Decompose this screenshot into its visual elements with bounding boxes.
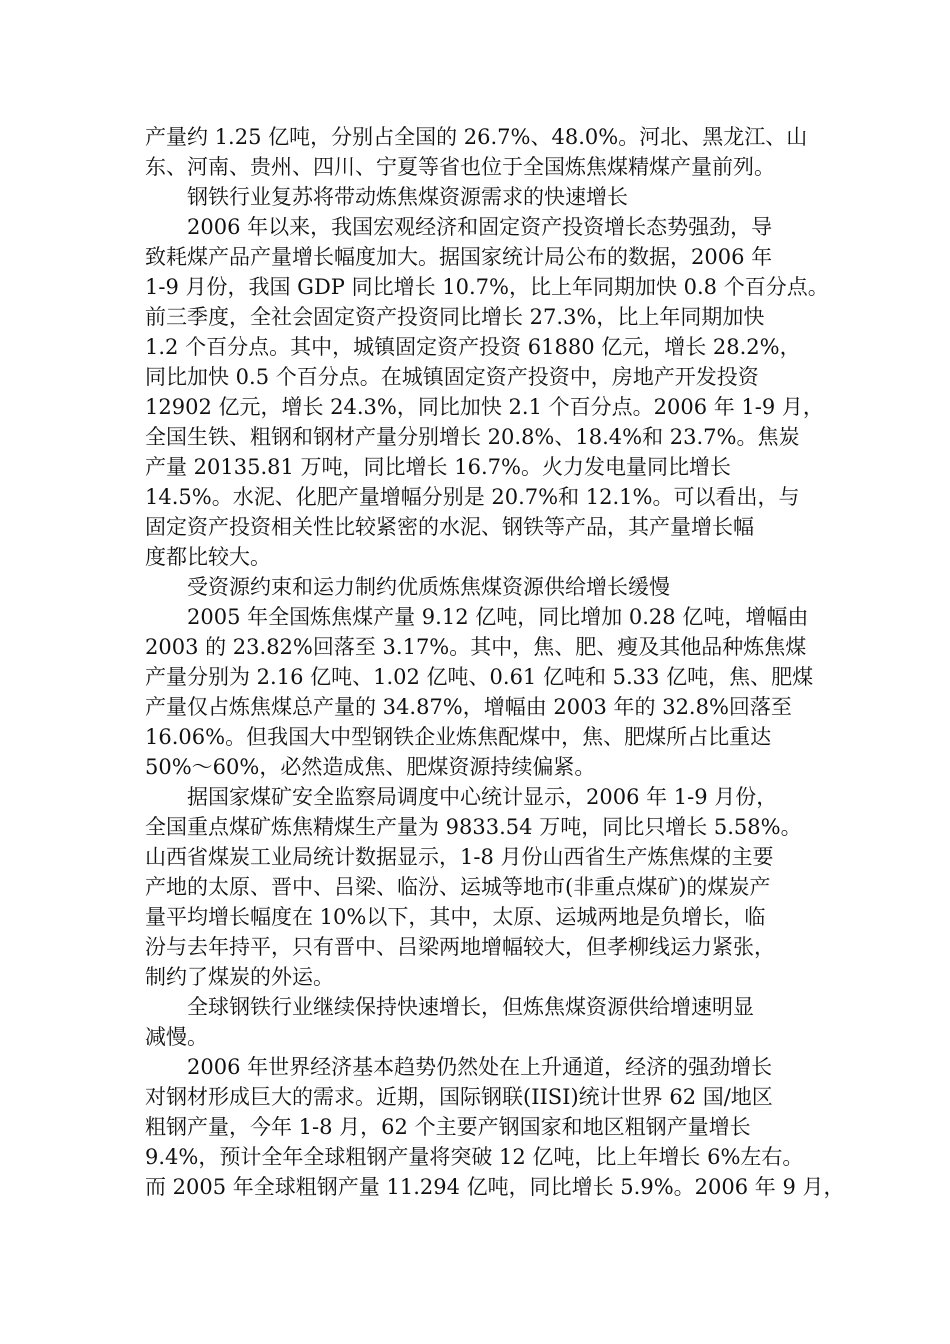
section-heading: 受资源约束和运力制约优质炼焦煤资源供给增长缓慢 (187, 575, 670, 599)
text-line: 产量分别为 2.16 亿吨、1.02 亿吨、0.61 亿吨和 5.33 亿吨，焦、肥煤 (145, 665, 814, 689)
text-line: 2003 的 23.82%回落至 3.17%。其中，焦、肥、瘦及其他品种炼焦煤 (145, 635, 807, 659)
document-body (145, 122, 845, 1202)
section-heading: 全球钢铁行业继续保持快速增长，但炼焦煤资源供给增速明显 (187, 995, 754, 1019)
text-line: 量平均增长幅度在 10%以下，其中，太原、运城两地是负增长，临 (145, 905, 766, 929)
text-line: 东、河南、贵州、四川、宁夏等省也位于全国炼焦煤精煤产量前列。 (145, 155, 775, 179)
text-line: 据国家煤矿安全监察局调度中心统计显示，2006 年 1-9 月份， (187, 785, 778, 809)
text-line: 9.4%，预计全年全球粗钢产量将突破 12 亿吨，比上年增长 6%左右。 (145, 1145, 804, 1169)
text-line: 2006 年世界经济基本趋势仍然处在上升通道，经济的强劲增长 (187, 1055, 773, 1079)
text-line: 粗钢产量，今年 1-8 月，62 个主要产钢国家和地区粗钢产量增长 (145, 1115, 751, 1139)
text-line: 山西省煤炭工业局统计数据显示，1-8 月份山西省生产炼焦煤的主要 (145, 845, 774, 869)
section-heading: 钢铁行业复苏将带动炼焦煤资源需求的快速增长 (187, 185, 628, 209)
text-line: 产地的太原、晋中、吕梁、临汾、运城等地市(非重点煤矿)的煤炭产 (145, 875, 771, 899)
text-line: 固定资产投资相关性比较紧密的水泥、钢铁等产品，其产量增长幅 (145, 515, 754, 539)
text-line: 1-9 月份，我国 GDP 同比增长 10.7%，比上年同期加快 0.8 个百分点。 (145, 275, 829, 299)
text-line: 产量仅占炼焦煤总产量的 34.87%，增幅由 2003 年的 32.8%回落至 (145, 695, 792, 719)
text-line: 制约了煤炭的外运。 (145, 965, 334, 989)
text-line: 50%～60%，必然造成焦、肥煤资源持续偏紧。 (145, 755, 596, 779)
text-line: 16.06%。但我国大中型钢铁企业炼焦配煤中，焦、肥煤所占比重达 (145, 725, 772, 749)
text-line: 汾与去年持平，只有晋中、吕梁两地增幅较大，但孝柳线运力紧张， (145, 935, 775, 959)
text-line: 全国生铁、粗钢和钢材产量分别增长 20.8%、18.4%和 23.7%。焦炭 (145, 425, 800, 449)
text-line: 同比加快 0.5 个百分点。在城镇固定资产投资中，房地产开发投资 (145, 365, 759, 389)
text-line: 致耗煤产品产量增长幅度加大。据国家统计局公布的数据，2006 年 (145, 245, 773, 269)
text-line: 12902 亿元，增长 24.3%，同比加快 2.1 个百分点。2006 年 1-9 月， (145, 395, 824, 419)
text-line: 全国重点煤矿炼焦精煤生产量为 9833.54 万吨，同比只增长 5.58%。 (145, 815, 802, 839)
text-line: 产量约 1.25 亿吨，分别占全国的 26.7%、48.0%。河北、黑龙江、山 (145, 125, 808, 149)
section-heading: 减慢。 (145, 1025, 208, 1049)
text-line: 2005 年全国炼焦煤产量 9.12 亿吨，同比增加 0.28 亿吨，增幅由 (187, 605, 809, 629)
text-line: 14.5%。水泥、化肥产量增幅分别是 20.7%和 12.1%。可以看出，与 (145, 485, 800, 509)
text-line: 度都比较大。 (145, 545, 271, 569)
text-line: 产量 20135.81 万吨，同比增长 16.7%。火力发电量同比增长 (145, 455, 731, 479)
text-line: 对钢材形成巨大的需求。近期，国际钢联(IISI)统计世界 62 国/地区 (145, 1085, 773, 1109)
text-line: 2006 年以来，我国宏观经济和固定资产投资增长态势强劲，导 (187, 215, 773, 239)
text-line: 前三季度，全社会固定资产投资同比增长 27.3%，比上年同期加快 (145, 305, 765, 329)
text-line: 1.2 个百分点。其中，城镇固定资产投资 61880 亿元，增长 28.2%， (145, 335, 801, 359)
text-line: 而 2005 年全球粗钢产量 11.294 亿吨，同比增长 5.9%。2006 年 9 月， (145, 1175, 845, 1199)
